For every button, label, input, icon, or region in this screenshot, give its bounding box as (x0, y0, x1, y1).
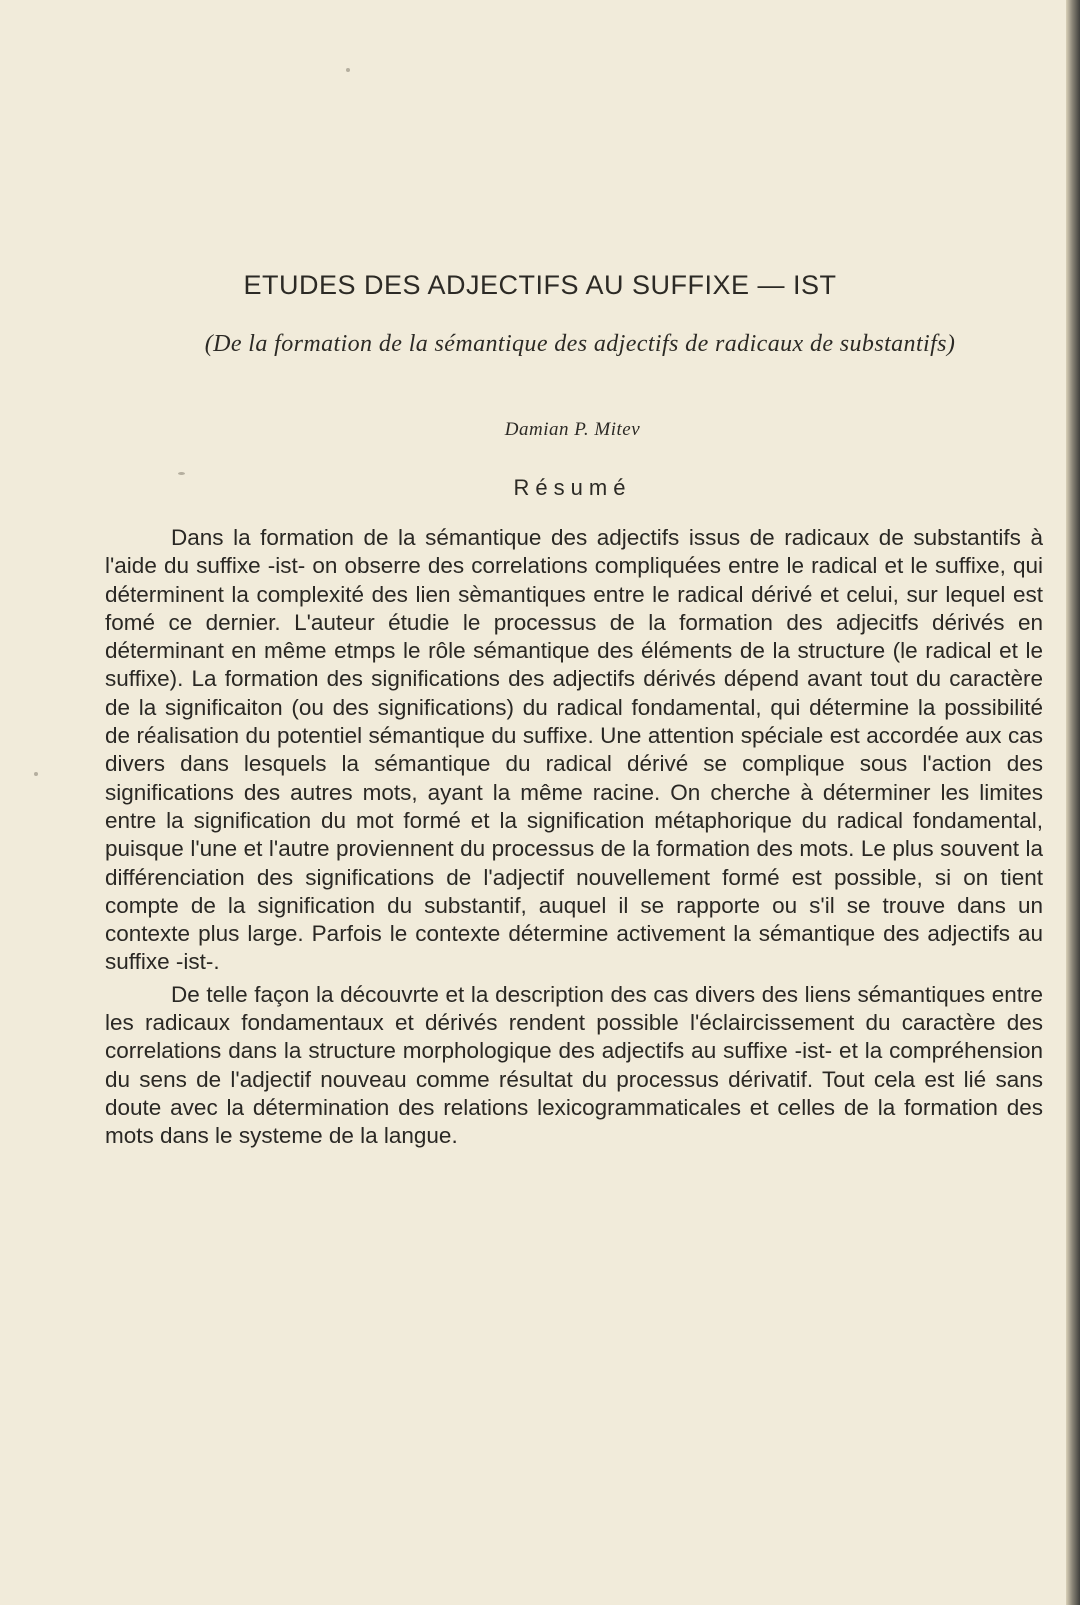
abstract-paragraph: De telle façon la découvrte et la description des cas divers des liens sémantiques entre les radicaux fondamentaux et dérivés rendent possible l'éclaircissement du caractère des correlations dans la structure morphologique des adjectifs au suffixe -ist- et la compréhension du sens de l'adjectif nouveau comme résultat du processus dérivatif. Tout cela est lié sans doute avec la détermination des relations lexicogrammaticales et celles de la formation des mots dans le systeme de la langue. (105, 981, 1043, 1149)
paper-speck (346, 68, 350, 72)
section-heading-resume: Résumé (513, 475, 632, 500)
article-subtitle: (De la formation de la sémantique des adjectifs de radicaux de substantifs) (204, 331, 956, 357)
paper-speck (34, 772, 38, 776)
page-binding-edge (1066, 0, 1080, 1605)
author-name: Damian P. Mitev (504, 419, 641, 440)
abstract-paragraph: Dans la formation de la sémantique des adjectifs issus de radicaux de substantifs à l'aide du suffixe -ist- on obserre des correlations compliquées entre le radical et le suffixe, qui déterminent la complexité des lien sèmantiques entre le radical dérivé et celui, sur lequel est fomé ce dernier. L'auteur étudie le processus de la formation des adjecitfs dérivés en déterminant en même etmps le rôle sémantique des éléments de la structure (le radical et le suffixe). La formation des significations des adjectifs dérivés dépend avant tout du caractère de la significaiton (ou des significations) du radical fondamental, qui détermine la possibilité de réalisation du potentiel sémantique du suffixe. Une attention spéciale est accordée aux cas divers dans lesquels la sémantique du radical dérivé se complique sous l'action des significations des autres mots, ayant la même racine. On cherche à déterminer les limites entre la signification du mot formé et la signification métaphorique du radical fondamental, puisque l'une et l'autre proviennent du processus de la formation des mots. Le plus souvent la différenciation des significations de l'adjectif nouvellement formé est possible, si on tient compte de la signification du substantif, auquel il se rapporte ou s'il se trouve dans un contexte plus large. Parfois le contexte détermine activement la sémantique des adjectifs au suffixe -ist-. (105, 525, 1043, 975)
article-title: ETUDES DES ADJECTIFS AU SUFFIXE — IST (243, 270, 837, 300)
abstract-body (105, 524, 1043, 1155)
